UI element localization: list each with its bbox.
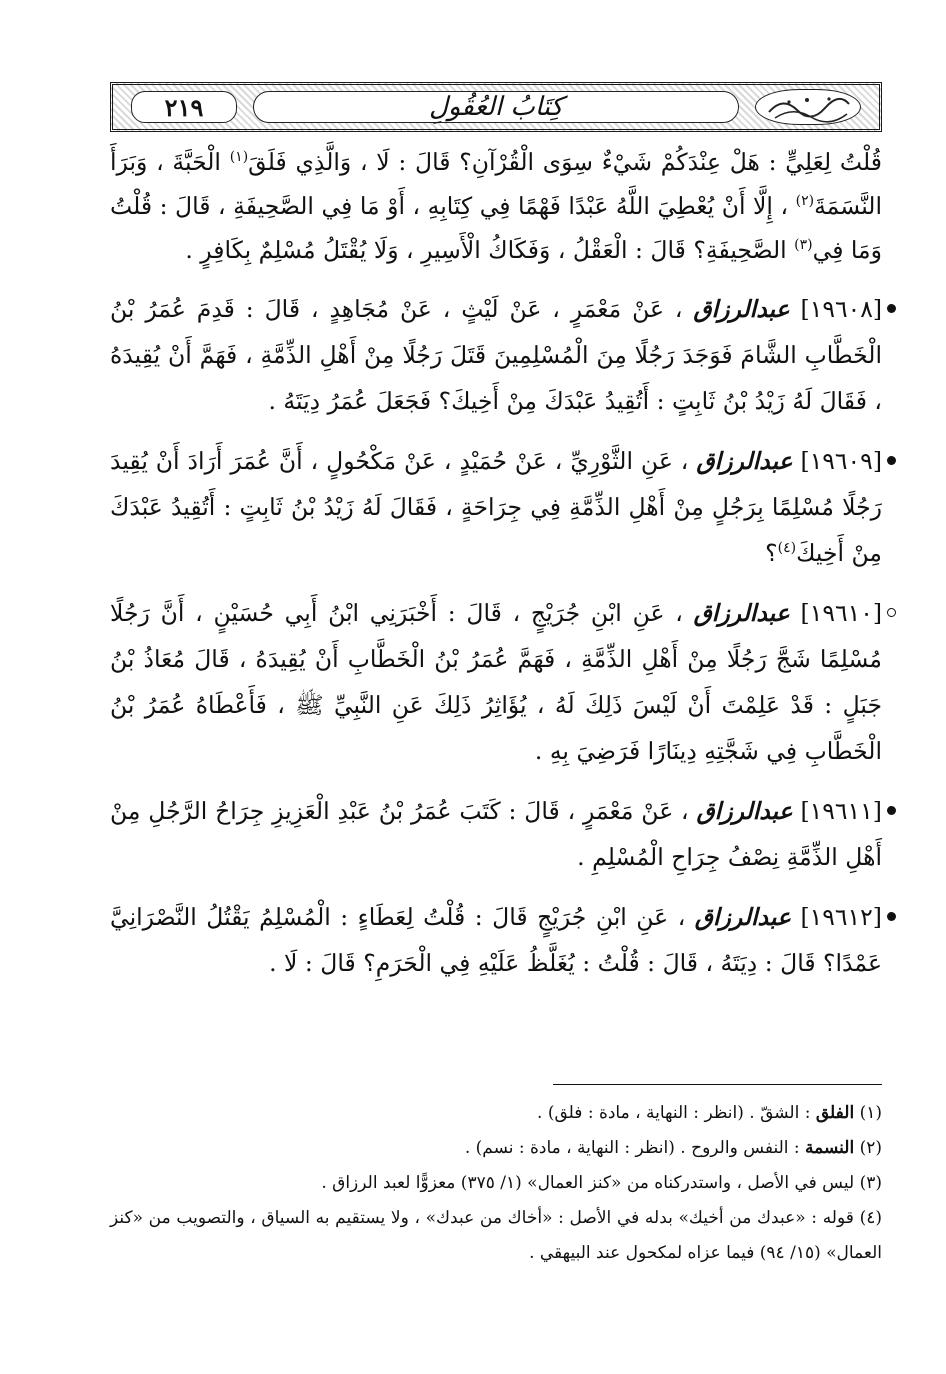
main-text bbox=[110, 140, 882, 1000]
book-emblem-icon bbox=[755, 89, 861, 125]
text-run: ، إِلَّا أَنْ يُعْطِيَ اللَّهُ عَبْدًا فَهْمًا فِي كِتَابِهِ ، أَوْ مَا فِي الصَّحِيفَةِ ، قَالَ : قُلْتُ وَمَا فِي bbox=[110, 192, 882, 264]
hadith-source: عبدالرزاق bbox=[696, 797, 793, 825]
header-title-frame bbox=[253, 91, 739, 123]
hadith-source: عبدالرزاق bbox=[693, 599, 790, 627]
text-run: الْحَبَّةَ ، وَبَرَأَ النَّسَمَةَ bbox=[110, 148, 882, 220]
footnote-number: (٣) bbox=[859, 1173, 882, 1193]
footnote-number: (٤) bbox=[859, 1208, 882, 1228]
page-header bbox=[110, 82, 882, 132]
hadith-text: ، عَنِ ابْنِ جُرَيْجٍ قَالَ : قُلْتُ لِعَطَاءٍ : الْمُسْلِمُ يَقْتُلُ النَّصْرَانِيَّ عَمْدًا؟ قَالَ : دِيَتَهُ ، قَالَ : قُلْتُ : يُغَلَّظُ عَلَيْهِ فِي الْحَرَمِ؟ قَالَ : لَا . bbox=[110, 903, 882, 977]
footnote-ref[interactable]: (١) bbox=[229, 149, 249, 166]
bullet-dot-icon bbox=[887, 912, 896, 921]
footnote-2 bbox=[110, 1131, 882, 1166]
hadith-19608 bbox=[110, 286, 882, 424]
bullet-dot-icon bbox=[887, 456, 896, 465]
footnote-text: : النفس والروح . (انظر : النهاية ، مادة : نسم) . bbox=[464, 1138, 800, 1158]
hadith-text: ، عَنِ ابْنِ جُرَيْجٍ ، قَالَ : أَخْبَرَنِي ابْنُ أَبِي حُسَيْنٍ ، أَنَّ رَجُلًا مُسْلِمًا شَجَّ رَجُلًا مِنْ أَهْلِ الذِّمَّةِ ، فَهَمَّ عُمَرُ بْنُ الْخَطَّابِ أَنْ يُقِيدَهُ ، قَالَ مُعَاذُ بْنُ جَبَلٍ : قَدْ عَلِمْتَ أَنْ لَيْسَ ذَلِكَ لَهُ ، يُؤَاثِرُ ذَلِكَ عَنِ النَّبِيِّ ﷺ ، فَأَعْطَاهُ عُمَرُ بْنُ الْخَطَّابِ فِي شَجَّتِهِ دِينَارًا فَرَضِيَ بِهِ . bbox=[110, 599, 882, 765]
hadith-19611 bbox=[110, 788, 882, 880]
hadith-number: [١٩٦١٠] bbox=[800, 599, 882, 627]
hadith-source: عبدالرزاق bbox=[693, 295, 790, 323]
page-number-box bbox=[131, 91, 237, 123]
footnote-4 bbox=[110, 1201, 882, 1271]
footnote-ref[interactable]: (٣) bbox=[794, 237, 813, 254]
footnote-3 bbox=[110, 1166, 882, 1201]
hadith-number: [١٩٦١١] bbox=[800, 797, 882, 825]
footnote-text: : الشقّ . (انظر : النهاية ، مادة : فلق) . bbox=[537, 1103, 811, 1123]
hadith-19609 bbox=[110, 438, 882, 576]
hadith-source: عبدالرزاق bbox=[694, 903, 791, 931]
footnote-separator bbox=[553, 1084, 882, 1085]
footnote-1 bbox=[110, 1096, 882, 1131]
hadith-number: [١٩٦٠٩] bbox=[800, 447, 882, 475]
bullet-dot-icon bbox=[887, 304, 896, 313]
page-number: ٢١٩ bbox=[164, 92, 204, 122]
footnotes bbox=[110, 1096, 882, 1271]
footnote-ref[interactable]: (٢) bbox=[795, 193, 815, 210]
book-title: كِتَابُ العُقُولِ bbox=[428, 92, 564, 122]
bullet-ring-icon bbox=[887, 608, 896, 617]
emblem-calligraphy-icon bbox=[763, 90, 853, 124]
footnote-number: (١) bbox=[859, 1103, 882, 1123]
hadith-tail: ؟ bbox=[765, 539, 778, 567]
text-run: الصَّحِيفَةِ؟ قَالَ : الْعَقْلُ ، وَفَكَاكُ الْأَسِيرِ ، وَلَا يُقْتَلُ مُسْلِمٌ بِكَافِرٍ . bbox=[185, 236, 795, 264]
bullet-dot-icon bbox=[887, 806, 896, 815]
hadith-19610 bbox=[110, 590, 882, 774]
hadith-number: [١٩٦٠٨] bbox=[800, 295, 883, 323]
hadith-source: عبدالرزاق bbox=[696, 447, 793, 475]
footnote-text: ليس في الأصل ، واستدركناه من «كنز العمال» (١/ ٣٧٥) معزوًّا لعبد الرزاق . bbox=[321, 1173, 855, 1193]
footnote-number: (٢) bbox=[859, 1138, 882, 1158]
hadith-text: ، عَنْ مَعْمَرٍ ، عَنْ لَيْثٍ ، عَنْ مُجَاهِدٍ ، قَالَ : قَدِمَ عُمَرُ بْنُ الْخَطَّابِ الشَّامَ فَوَجَدَ رَجُلًا مِنَ الْمُسْلِمِينَ قَتَلَ رَجُلًا مِنْ أَهْلِ الذِّمَّةِ ، فَهَمَّ أَنْ يُقِيدَهُ ، فَقَالَ لَهُ زَيْدُ بْنُ ثَابِتٍ : أَتُقِيدُ عَبْدَكَ مِنْ أَخِيكَ؟ فَجَعَلَ عُمَرُ دِيَتَهُ . bbox=[110, 295, 882, 415]
hadith-text: ، عَنْ مَعْمَرٍ ، قَالَ : كَتَبَ عُمَرُ بْنُ عَبْدِ الْعَزِيزِ جِرَاحُ الرَّجُلِ مِنْ أَهْلِ الذِّمَّةِ نِصْفُ جِرَاحِ الْمُسْلِمِ . bbox=[110, 797, 882, 871]
hadith-number: [١٩٦١٢] bbox=[800, 903, 882, 931]
continuation-paragraph bbox=[110, 140, 882, 272]
text-run: قُلْتُ لِعَلِيٍّ : هَلْ عِنْدَكُمْ شَيْءٌ سِوَى الْقُرْآنِ؟ قَالَ : لَا ، وَالَّذِي فَلَقَ bbox=[248, 148, 882, 176]
hadith-text: ، عَنِ الثَّوْرِيِّ ، عَنْ حُمَيْدٍ ، عَنْ مَكْحُولٍ ، أَنَّ عُمَرَ أَرَادَ أَنْ يُقِيدَ رَجُلًا مُسْلِمًا بِرَجُلٍ مِنْ أَهْلِ الذِّمَّةِ فِي جِرَاحَةٍ ، فَقَالَ لَهُ زَيْدُ بْنُ ثَابِتٍ : أَتُقِيدُ عَبْدَكَ مِنْ أَخِيكَ bbox=[110, 447, 882, 567]
footnote-term: الفلق bbox=[815, 1103, 855, 1123]
footnote-term: النسمة bbox=[805, 1138, 855, 1158]
footnote-text: قوله : «عبدك من أخيك» بدله في الأصل : «أخاك من عبدك» ، ولا يستقيم به السياق ، والتصويب من «كنز العمال» (١٥/ ٩٤) فيما عزاه لمكحول عند البيهقي . bbox=[110, 1208, 882, 1263]
footnote-ref[interactable]: (٤) bbox=[777, 540, 797, 557]
hadith-19612 bbox=[110, 894, 882, 986]
